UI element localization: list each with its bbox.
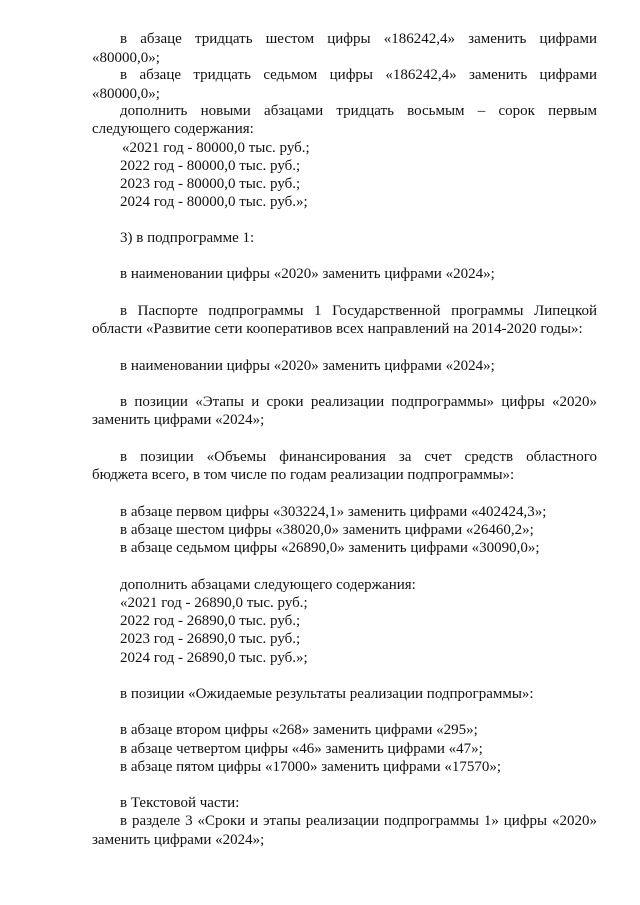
text-line: в позиции «Ожидаемые результаты реализации подпрограммы»:	[120, 686, 534, 702]
text-line: в абзаце первом цифры «303224,1» заменить цифрами «402424,3»;	[120, 504, 547, 520]
text-line: дополнить абзацами следующего содержания:	[120, 577, 416, 593]
text-line: в абзаце тридцать седьмом цифры «186242,4» заменить цифрами	[120, 67, 597, 83]
text-line: в абзаце седьмом цифры «26890,0» заменить цифрами «30090,0»;	[120, 540, 540, 556]
text-line: «80000,0»;	[92, 50, 160, 66]
text-line: в абзаце четвертом цифры «46» заменить цифрами «47»;	[120, 741, 483, 757]
text-line: 2022 год - 80000,0 тыс. руб.;	[120, 158, 301, 174]
text-line: 2022 год - 26890,0 тыс. руб.;	[120, 613, 301, 629]
text-line: 2023 год - 26890,0 тыс. руб.;	[120, 631, 301, 647]
text-line: в абзаце пятом цифры «17000» заменить цифрами «17570»;	[120, 759, 502, 775]
text-line: в абзаце втором цифры «268» заменить цифрами «295»;	[120, 722, 478, 738]
text-line: 2024 год - 80000,0 тыс. руб.»;	[120, 194, 308, 210]
text-line: «2021 год - 26890,0 тыс. руб.;	[120, 595, 308, 611]
text-line: заменить цифрами «2024»;	[92, 832, 265, 848]
text-line: в абзаце шестом цифры «38020,0» заменить цифрами «26460,2»;	[120, 522, 534, 538]
text-line: в разделе 3 «Сроки и этапы реализации подпрограммы 1» цифры «2020»	[120, 813, 597, 829]
text-line: бюджета всего, в том числе по годам реализации подпрограммы»:	[92, 467, 515, 483]
text-line: в позиции «Этапы и сроки реализации подпрограммы» цифры «2020»	[120, 394, 597, 410]
text-line: 2023 год - 80000,0 тыс. руб.;	[120, 176, 301, 192]
text-line: «80000,0»;	[92, 86, 160, 102]
text-line: в Текстовой части:	[120, 795, 240, 811]
text-line: 2024 год - 26890,0 тыс. руб.»;	[120, 650, 308, 666]
text-line: дополнить новыми абзацами тридцать восьмым – сорок первым	[120, 103, 597, 119]
text-line: в наименовании цифры «2020» заменить цифрами «2024»;	[120, 266, 495, 282]
text-line: в наименовании цифры «2020» заменить цифрами «2024»;	[120, 358, 495, 374]
text-line: 3) в подпрограмме 1:	[120, 230, 255, 246]
text-line: в позиции «Объемы финансирования за счет средств областного	[120, 449, 597, 465]
text-line: в абзаце тридцать шестом цифры «186242,4» заменить цифрами	[120, 31, 597, 47]
text-line: в Паспорте подпрограммы 1 Государственной программы Липецкой	[120, 303, 597, 319]
text-line: «2021 год - 80000,0 тыс. руб.;	[122, 140, 310, 156]
text-line: заменить цифрами «2024»;	[92, 412, 265, 428]
text-line: следующего содержания:	[92, 121, 254, 137]
text-line: области «Развитие сети кооперативов всех направлений на 2014-2020 годы»:	[92, 321, 583, 337]
